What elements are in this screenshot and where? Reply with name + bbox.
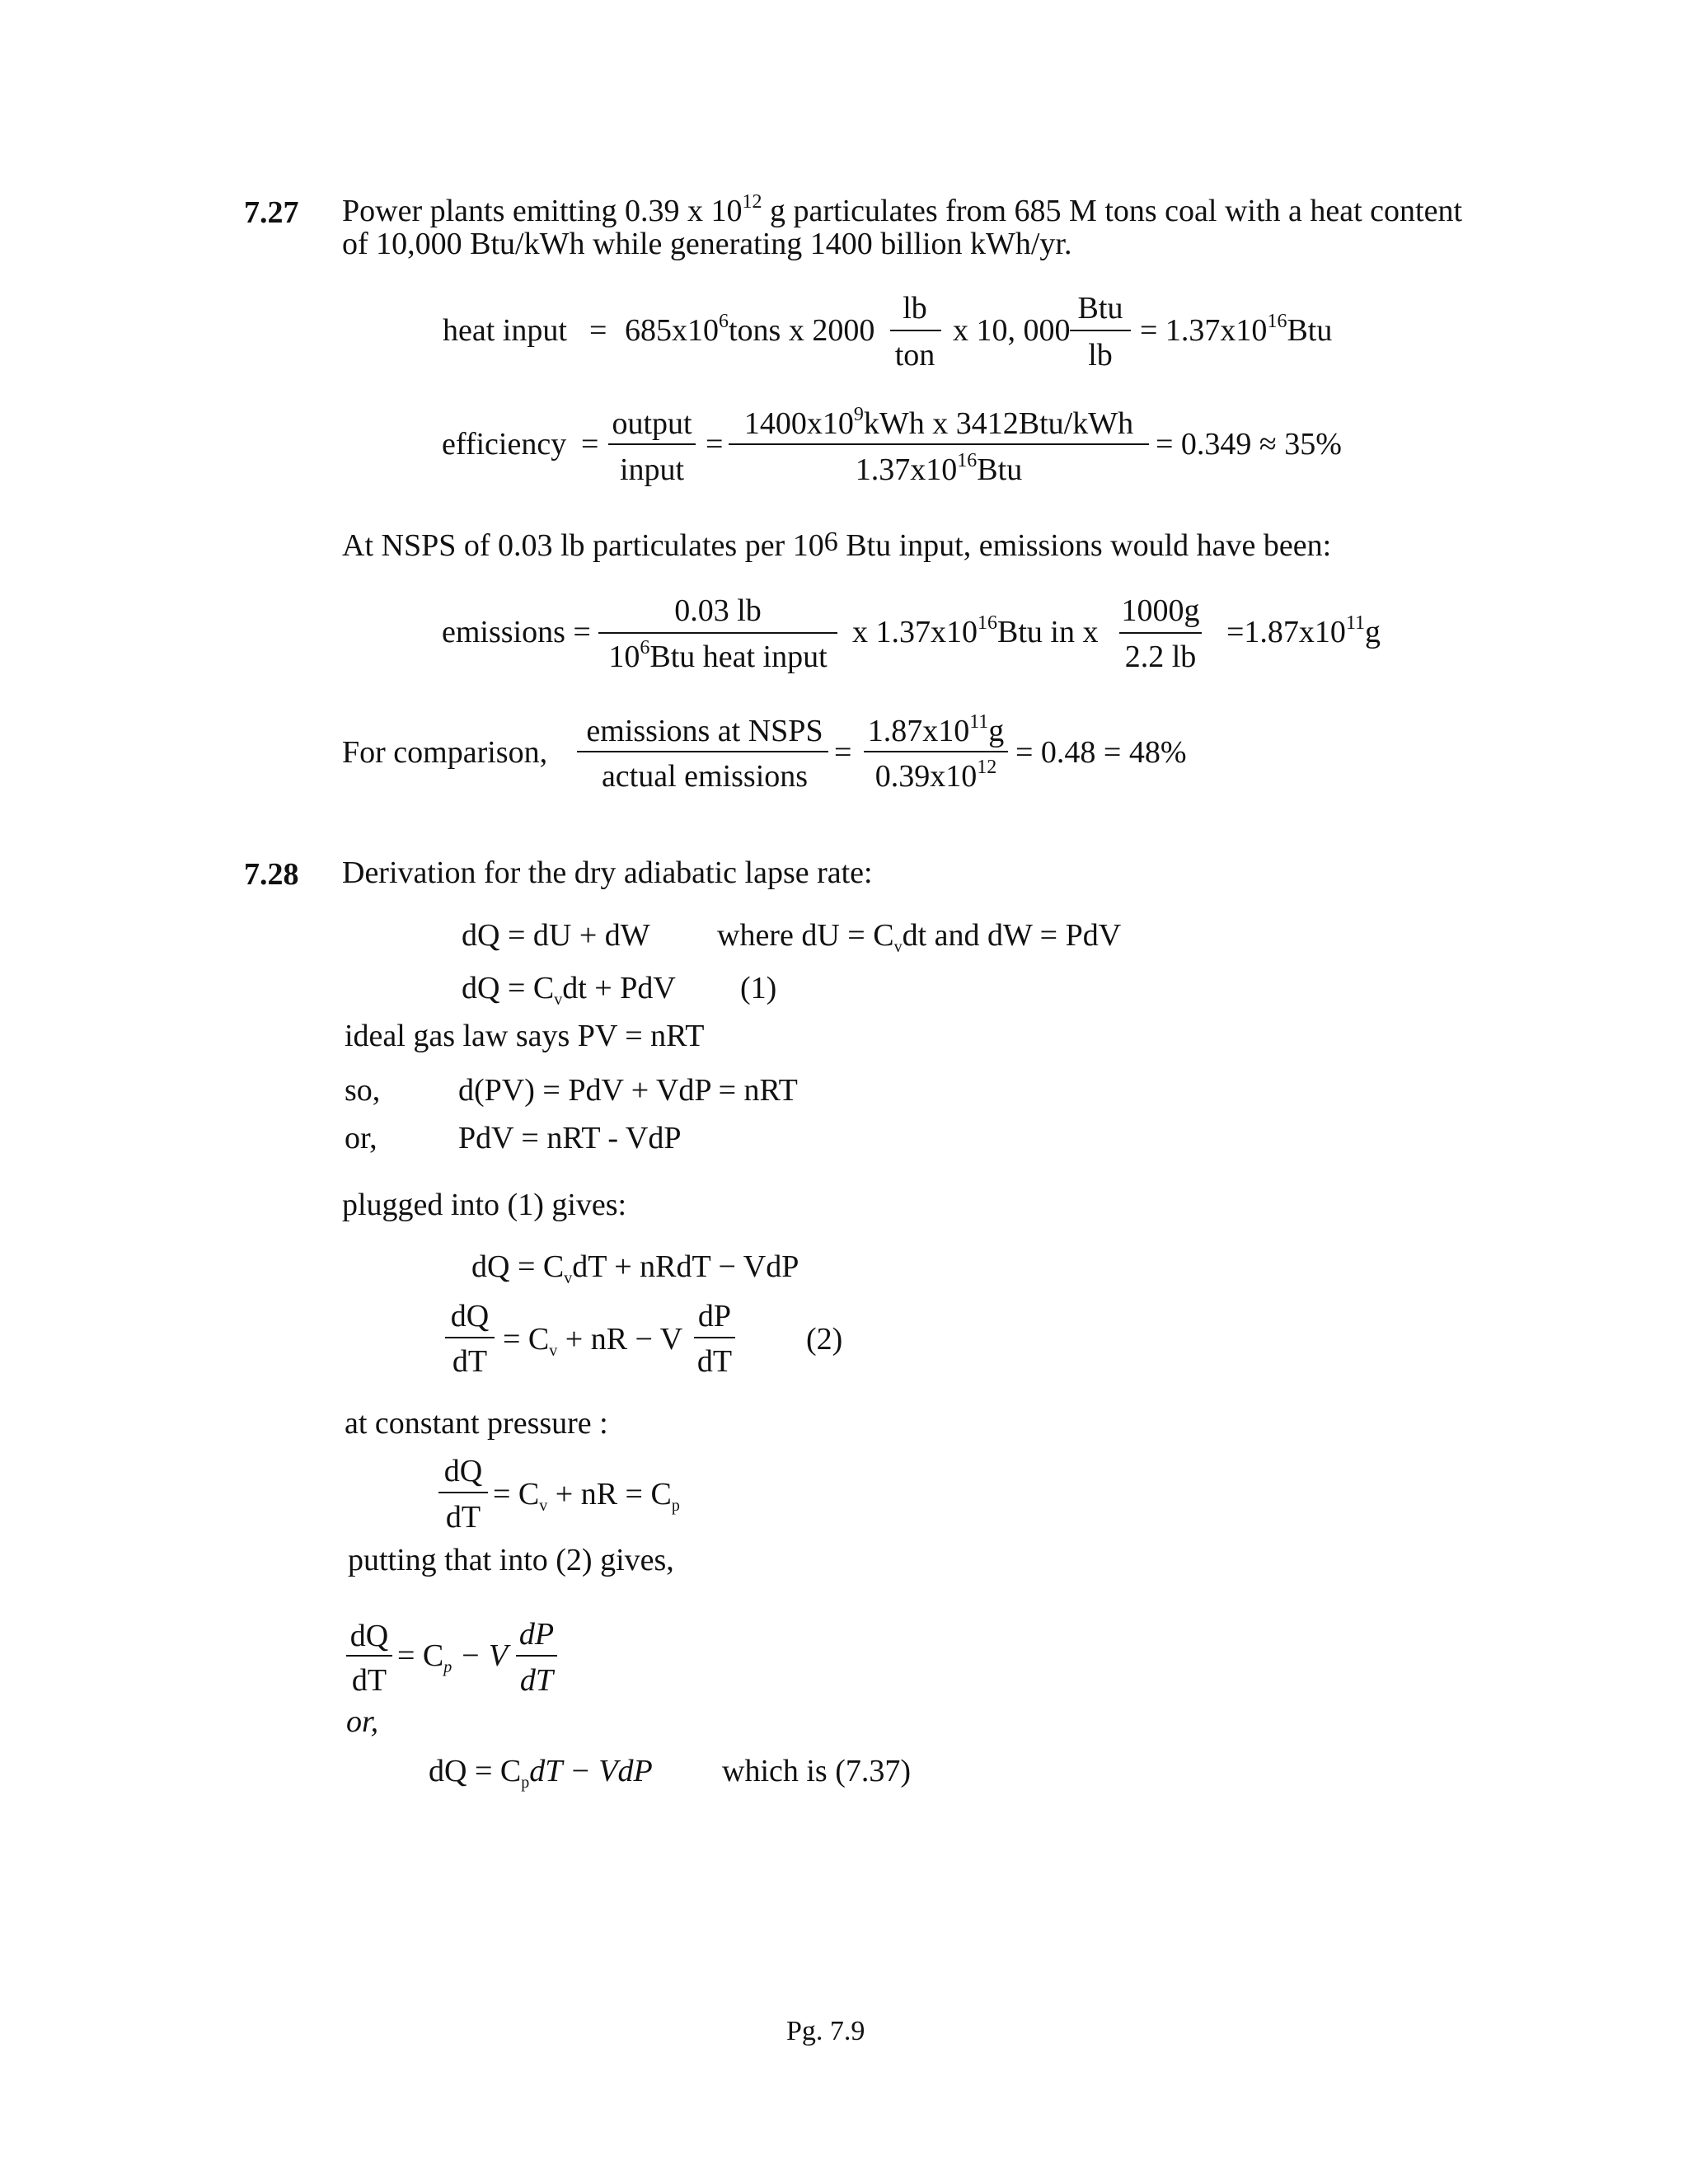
- eq-text: dT + nRdT − VdP: [572, 1249, 799, 1284]
- putting-text: putting that into (2) gives,: [348, 1543, 674, 1577]
- denominator-text: Btu heat input: [649, 640, 828, 674]
- fraction-bar: [438, 1492, 488, 1493]
- result-exponent: 16: [1267, 311, 1287, 332]
- eq-subscript: p: [443, 1658, 452, 1676]
- fraction-numerator: output: [612, 406, 692, 441]
- equation-7: [429, 1754, 653, 1792]
- equation-2: [462, 971, 676, 1009]
- problem-7-28-title: Derivation for the dry adiabatic lapse rate:: [342, 855, 873, 890]
- nsps-sentence: [342, 527, 1332, 563]
- eq-subscript: p: [671, 1497, 680, 1515]
- result-text: Btu: [1287, 313, 1333, 348]
- fraction-denominator: input: [619, 452, 685, 487]
- equation-7-note: which is (7.37): [722, 1754, 912, 1788]
- nsps-exponent: 6: [823, 527, 838, 557]
- result-exponent: 11: [1345, 612, 1366, 634]
- fraction-denominator: [729, 450, 1149, 487]
- comparison-equals: =: [834, 735, 852, 770]
- result-text: = 1.37x10: [1140, 313, 1268, 348]
- emissions-term: [852, 612, 1099, 649]
- denominator-text: Btu: [977, 452, 1023, 487]
- fraction-numerator: lb: [903, 291, 927, 326]
- denominator-text: 10: [608, 640, 640, 674]
- fraction-bar: [1119, 632, 1202, 634]
- result-text: =1.87x10: [1226, 615, 1346, 649]
- eq-text: − V: [452, 1638, 509, 1673]
- comparison-result: = 0.48 = 48%: [1015, 735, 1187, 770]
- problem-7-27-statement-line1: [342, 191, 1463, 228]
- fraction-numerator: dP: [697, 1299, 732, 1333]
- equation-6: [397, 1638, 509, 1676]
- term-text: Btu in x: [997, 615, 1099, 649]
- fraction-bar: [516, 1655, 557, 1657]
- eq-subscript: v: [564, 1269, 573, 1287]
- fraction-numerator: dQ: [450, 1299, 490, 1333]
- eq-text: dQ = C: [429, 1754, 522, 1788]
- heat-input-term: x 10, 000: [953, 313, 1071, 348]
- fraction-numerator: dQ: [443, 1454, 483, 1488]
- problem-number-7-28: 7.28: [244, 857, 299, 892]
- fraction-numerator: 0.03 lb: [674, 593, 762, 628]
- numerator-exponent: 9: [853, 404, 864, 425]
- equation-5: [493, 1477, 680, 1515]
- or-label-2: or,: [346, 1704, 379, 1739]
- result-text: g: [1365, 615, 1381, 649]
- heat-input-term: [625, 311, 875, 348]
- fraction-denominator: [598, 637, 837, 674]
- denominator-exponent: 16: [957, 450, 978, 471]
- fraction-denominator: dT: [696, 1344, 733, 1379]
- fraction-denominator: lb: [1088, 338, 1113, 373]
- term-exponent: 16: [978, 612, 997, 634]
- fraction-bar: [890, 330, 941, 331]
- eq-text: dQ = C: [471, 1249, 565, 1284]
- fraction-denominator: actual emissions: [601, 759, 809, 794]
- fraction-bar: [864, 751, 1008, 752]
- where-text: dt and dW = PdV: [902, 918, 1122, 953]
- eq-subscript: v: [539, 1497, 548, 1515]
- fraction-numerator: [864, 711, 1008, 748]
- fraction-denominator: dT: [351, 1663, 387, 1698]
- or-equation: PdV = nRT - VdP: [458, 1121, 682, 1155]
- fraction-bar: [729, 443, 1149, 445]
- page-number: Pg. 7.9: [786, 2016, 865, 2046]
- eq-text: + nR − V: [557, 1322, 683, 1357]
- statement-exponent: 12: [742, 191, 762, 213]
- efficiency-equals: =: [581, 427, 599, 462]
- denominator-exponent: 6: [640, 637, 650, 658]
- fraction-denominator: 2.2 lb: [1124, 640, 1197, 674]
- heat-input-result: [1140, 311, 1333, 348]
- term-text: 685x10: [625, 313, 719, 348]
- eq-text: = C: [503, 1322, 550, 1357]
- plugged-text: plugged into (1) gives:: [342, 1188, 627, 1222]
- fraction-denominator: [864, 757, 1008, 794]
- nsps-text: Btu input, emissions would have been:: [837, 528, 1332, 563]
- fraction-numerator: dQ: [349, 1619, 389, 1653]
- emissions-result: [1226, 612, 1381, 649]
- denominator-text: 1.37x10: [855, 452, 958, 487]
- fraction-bar: [1070, 330, 1131, 331]
- eq-text: dQ = C: [462, 971, 555, 1005]
- fraction-denominator: dT: [519, 1663, 554, 1698]
- eq-subscript: p: [521, 1774, 530, 1792]
- eq-text: = C: [397, 1638, 444, 1673]
- efficiency-label: efficiency: [442, 427, 567, 462]
- denominator-exponent: 12: [977, 757, 997, 778]
- eq-subscript: v: [549, 1342, 558, 1360]
- statement-text: Power plants emitting 0.39 x 10: [342, 194, 743, 228]
- fraction-denominator: dT: [445, 1500, 481, 1535]
- where-subscript: v: [893, 938, 903, 956]
- problem-7-27-statement-line2: of 10,000 Btu/kWh while generating 1400 billion kWh/yr.: [342, 227, 1072, 261]
- numerator-exponent: 11: [969, 711, 989, 733]
- eq-text: dt + PdV: [562, 971, 676, 1005]
- comparison-label: For comparison,: [342, 735, 548, 770]
- statement-text: g particulates from 685 M tons coal with a heat content: [762, 194, 1463, 228]
- term-text: tons x 2000: [729, 313, 875, 348]
- where-text: where dU = C: [717, 918, 894, 953]
- so-equation: d(PV) = PdV + VdP = nRT: [458, 1073, 798, 1108]
- equation-3: [471, 1249, 799, 1287]
- numerator-text: kWh x 3412Btu/kWh: [863, 406, 1134, 441]
- fraction-bar: [577, 751, 828, 752]
- nsps-text: At NSPS of 0.03 lb particulates per 10: [342, 528, 824, 563]
- fraction-numerator: [729, 404, 1149, 441]
- denominator-text: 0.39x10: [874, 759, 978, 794]
- fraction-numerator: Btu: [1077, 291, 1123, 326]
- fraction-bar: [346, 1655, 392, 1657]
- efficiency-equals: =: [706, 427, 724, 462]
- eq-text: = C: [493, 1477, 540, 1511]
- fraction-denominator: ton: [894, 338, 935, 373]
- fraction-numerator: dP: [518, 1617, 555, 1652]
- fraction-bar: [608, 443, 696, 445]
- heat-input-label: heat input: [443, 313, 567, 348]
- equation-tag-2: (2): [806, 1322, 843, 1357]
- numerator-text: g: [988, 714, 1005, 748]
- equation-tag-1: (1): [740, 971, 777, 1005]
- fraction-bar: [598, 632, 837, 634]
- eq-text: dT − VdP: [529, 1754, 653, 1788]
- eq-text: + nR = C: [547, 1477, 672, 1511]
- equation-1: dQ = dU + dW: [462, 918, 650, 953]
- so-label: so,: [345, 1073, 381, 1108]
- efficiency-result: = 0.349 ≈ 35%: [1156, 427, 1342, 462]
- numerator-text: 1400x10: [743, 406, 854, 441]
- eq-subscript: v: [554, 991, 563, 1009]
- problem-number-7-27: 7.27: [244, 195, 299, 230]
- term-text: x 1.37x10: [852, 615, 978, 649]
- heat-input-equals: =: [589, 313, 607, 348]
- numerator-text: 1.87x10: [867, 714, 970, 748]
- term-exponent: 6: [719, 311, 729, 332]
- or-label: or,: [345, 1121, 377, 1155]
- ideal-gas-law: ideal gas law says PV = nRT: [345, 1019, 705, 1053]
- fraction-numerator: 1000g: [1121, 593, 1200, 628]
- fraction-bar: [445, 1337, 495, 1338]
- emissions-label: emissions =: [442, 615, 591, 649]
- equation-1-where: [717, 918, 1122, 956]
- equation-4: [503, 1322, 683, 1360]
- fraction-numerator: emissions at NSPS: [586, 714, 823, 748]
- fraction-denominator: dT: [452, 1344, 488, 1379]
- constant-pressure-text: at constant pressure :: [345, 1406, 608, 1441]
- fraction-bar: [694, 1337, 735, 1338]
